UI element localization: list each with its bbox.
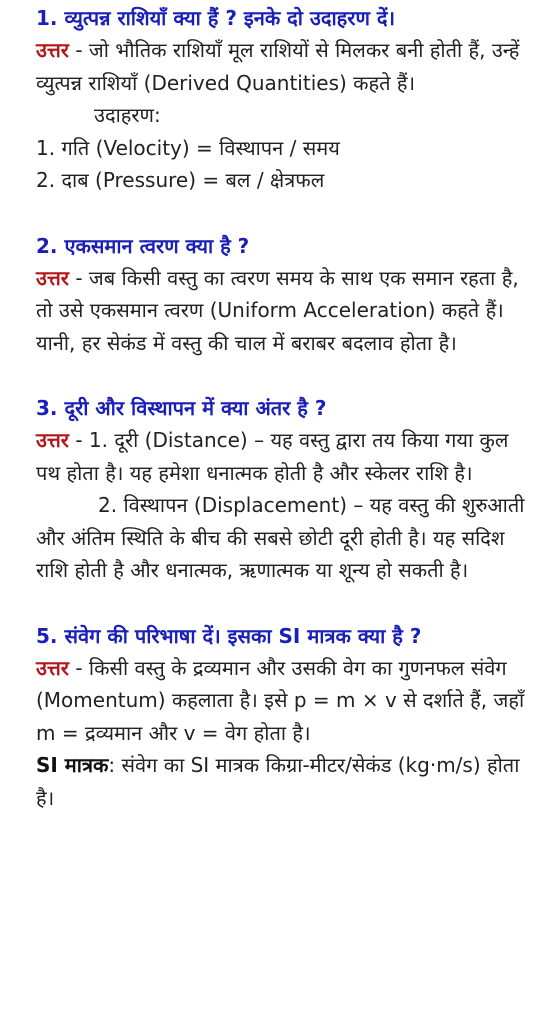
question-heading: 5. संवेग की परिभाषा दें। इसका SI मात्रक क्या है ? (36, 623, 422, 648)
answer-point-1: - 1. दूरी (Distance) – यह वस्तु द्वारा तय किया गया कुल पथ होता है। यह हमेशा धनात्मक होती है और स्केलर राशि है। (36, 428, 509, 485)
answer-paragraph (36, 424, 537, 489)
qa-block-3 (36, 392, 537, 587)
question-heading: 1. व्युत्पन्न राशियाँ क्या हैं ? इनके दो उदाहरण दें। (36, 6, 396, 30)
example-item: 2. दाब (Pressure) = बल / क्षेत्रफल (36, 168, 325, 192)
si-unit-text: : संवेग का SI मात्रक किग्रा-मीटर/सेकंड (kg·m/s) होता है। (36, 753, 520, 810)
qa-block-2 (36, 230, 537, 360)
answer-label: उत्तर (36, 265, 69, 290)
question-heading: 3. दूरी और विस्थापन में क्या अंतर है ? (36, 396, 327, 420)
section-spacer (36, 197, 537, 230)
answer-label: उत्तर (36, 655, 69, 680)
qa-block-1 (36, 2, 537, 197)
si-unit-label: SI मात्रक (36, 753, 109, 777)
examples-heading: उदाहरण: (94, 103, 161, 127)
answer-paragraph (36, 652, 537, 750)
example-item: 1. गति (Velocity) = विस्थापन / समय (36, 135, 340, 160)
answer-text: - किसी वस्तु के द्रव्यमान और उसकी वेग का गुणनफल संवेग (Momentum) कहलाता है। इसे p = m × v से दर्शाते हैं, जहाँ m = द्रव्यमान और v = वेग होता है। (36, 655, 525, 745)
section-spacer (36, 359, 537, 392)
section-spacer (36, 587, 537, 620)
answer-text: - जो भौतिक राशियाँ मूल राशियों से मिलकर बनी होती हैं, उन्हें व्युत्पन्न राशियाँ (Derived Quantities) कहते हैं। (36, 38, 520, 95)
si-unit-paragraph (36, 749, 537, 814)
question-heading: 2. एकसमान त्वरण क्या है ? (36, 233, 250, 258)
answer-point-2: 2. विस्थापन (Displacement) – यह वस्तु की शुरुआती और अंतिम स्थिति के बीच की सबसे छोटी दूरी होती है। यह सदिश राशि होती है और धनात्मक, ऋणात्मक या शून्य हो सकती है। (36, 493, 525, 582)
qa-block-5 (36, 620, 537, 815)
answer-label: उत्तर (36, 428, 69, 452)
answer-label: उत्तर (36, 38, 69, 62)
answer-paragraph (36, 262, 537, 360)
answer-paragraph (36, 34, 537, 99)
answer-paragraph (36, 489, 537, 587)
answer-text: - जब किसी वस्तु का त्वरण समय के साथ एक समान रहता है, तो उसे एकसमान त्वरण (Uniform Acceleration) कहते हैं। यानी, हर सेकंड में वस्तु की चाल में बराबर बदलाव होता है। (36, 265, 519, 355)
